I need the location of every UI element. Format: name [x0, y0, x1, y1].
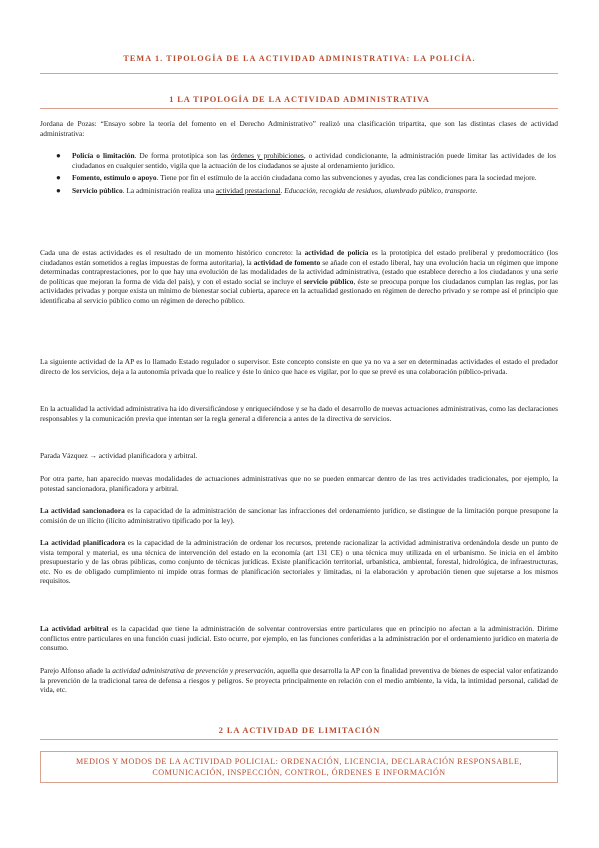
parada-paragraph: Parada Vázquez → actividad planificadora y arbitral. — [40, 451, 198, 460]
bullet-icon: ● — [56, 151, 61, 160]
activity-types-list — [56, 151, 556, 198]
prevention-paragraph: Parejo Alfonso añade la actividad administrativa de prevención y preservación, aquella que desarrolla la AP con la finalidad preventiva de bienes de especial valor enfatizando la prevención de la tradicional tarea de defensa a riesgos y peligros. Se proyecta principalmente en relación con el medio ambiente, la vida, la intimidad personal, calidad de vida, etc. — [40, 666, 558, 695]
sanctioning-paragraph: La actividad sancionadora es la capacidad de la administración de sancionar las infracciones del ordenamiento jurídico, se distingue de la limitación porque presupone la comisión de un ilícito (ilícito administrativo tipificado por la ley). — [40, 506, 558, 525]
historical-paragraph: Cada una de estas actividades es el resultado de un momento histórico concreto: la actividad de policía es la prototípica del estado preliberal y predomocrático (los ciudadanos están sometidos a reglas impuestas de forma autoritaria), la actividad de fomento se añade con el estado liberal, hay una evolución hacia un régimen que impone determinadas contraprestaciones, por lo que hay una evolución de las modalidades de la actividad administrativa, (estado que establece derecho a los ciudadanos y una serie de políticas que mejoran la forma de vida del país), y con el estado social se incluye el servicio público, éste se preocupa porque los ciudadanos cumplan las reglas, por las actividades privadas y porque exista un mínimo de bienestar social cubierta, aparece en la actualidad gestionado en régimen de derecho privado y se rompe así el principio que identificaba al servicio público como un régimen de derecho público. — [40, 248, 558, 305]
list-item: ● Fomento, estímulo o apoyo. Tiene por fin el estímulo de la acción ciudadana como las subvenciones y ayudas, crea las condiciones para la sociedad mejore. — [56, 173, 537, 183]
subsection-box-title: MEDIOS Y MODOS DE LA ACTIVIDAD POLICIAL: ORDENACIÓN, LICENCIA, DECLARACIÓN RESPONSABLE, COMUNICACIÓN, INSPECCIÓN, CONTROL, ÓRDENES E INFORMACIÓN — [40, 751, 558, 783]
section-2-underline — [40, 739, 558, 740]
bullet-icon: ● — [56, 185, 61, 195]
arbitral-paragraph: La actividad arbitral es la capacidad que tiene la administración de solventar controversias entre particulares que en principio no afectan a la administración. Dirime conflictos entre particulares en una función cuasi judicial. Esto ocurre, por ejemplo, en las funciones conferidas a la administración por el ordenamiento jurídico en materia de consumo. — [40, 624, 559, 653]
document-title: TEMA 1. TIPOLOGÍA DE LA ACTIVIDAD ADMINISTRATIVA: LA POLICÍA. — [123, 54, 476, 63]
section-2-heading: 2 LA ACTIVIDAD DE LIMITACIÓN — [218, 726, 381, 735]
list-item: ● Servicio público. La administración realiza una actividad prestacional. Educación, recogida de residuos, alumbrado público, transporte. — [56, 185, 478, 195]
section-1-underline — [40, 108, 558, 109]
planning-paragraph: La actividad planificadora es la capacidad de la administración de ordenar los recursos, pretende racionalizar la actividad administrativa ordenándola desde un punto de vista temporal y material, es una técnica de intervención del estado en la economía (art 131 CE) o una técnica muy utilizada en el urbanismo. Se inicia en el ámbito presupuestario y de las obras públicas, como conjunto de técnicas jurídicas. Existe planificación territorial, urbanística, ambiental, forestal, hidrológica, de infraestructuras, etc. No es de obligado cumplimiento ni impide otras formas de planificación sectoriales y limitadas, ni la elaboración y aprobación tienen que sujetarse a los mismos requisitos. — [40, 538, 558, 586]
diversification-paragraph: En la actualidad la actividad administrativa ha ido diversificándose y enriqueciéndose y se ha dado el desarrollo de nuevas actuaciones administrativas, como las declaraciones responsables y la comunicación previa que intentan ser la regla general a diferencia a antes de la directiva de servicios. — [40, 404, 558, 423]
regulator-paragraph: La siguiente actividad de la AP es lo llamado Estado regulador o supervisor. Este concepto consiste en que ya no va a ser en determinadas actividades el estado el predador directo de los servicios, deja a la autonomía privada que lo realice y éste lo único que hace es vigilar, por lo que se prevé es una colaboración público-privada. — [40, 357, 558, 376]
intro-paragraph: Jordana de Pozas: “Ensayo sobre la teoría del fomento en el Derecho Administrativo” realizó una clasificación tripartita, que son las distintas clases de actividad administrativa: — [40, 119, 558, 138]
new-modalities-paragraph: Por otra parte, han aparecido nuevas modalidades de actuaciones administrativas que no se pueden enmarcar dentro de las tres actividades tradicionales, por ejemplo, la potestad sancionadora, planificadora y arbitral. — [40, 474, 558, 493]
title-divider — [40, 73, 558, 74]
bullet-icon: ● — [56, 173, 61, 183]
list-item: ● Policía o limitación. De forma prototípica son las órdenes y prohibiciones, o actividad condicionante, la administración puede limitar las actividades de los ciudadanos en cualquier sentido, vigila que la actuación de los ciudadanos se ajuste al ordenamiento jurídico. — [56, 151, 556, 170]
section-1-heading: 1 LA TIPOLOGÍA DE LA ACTIVIDAD ADMINISTRATIVA — [169, 95, 430, 104]
